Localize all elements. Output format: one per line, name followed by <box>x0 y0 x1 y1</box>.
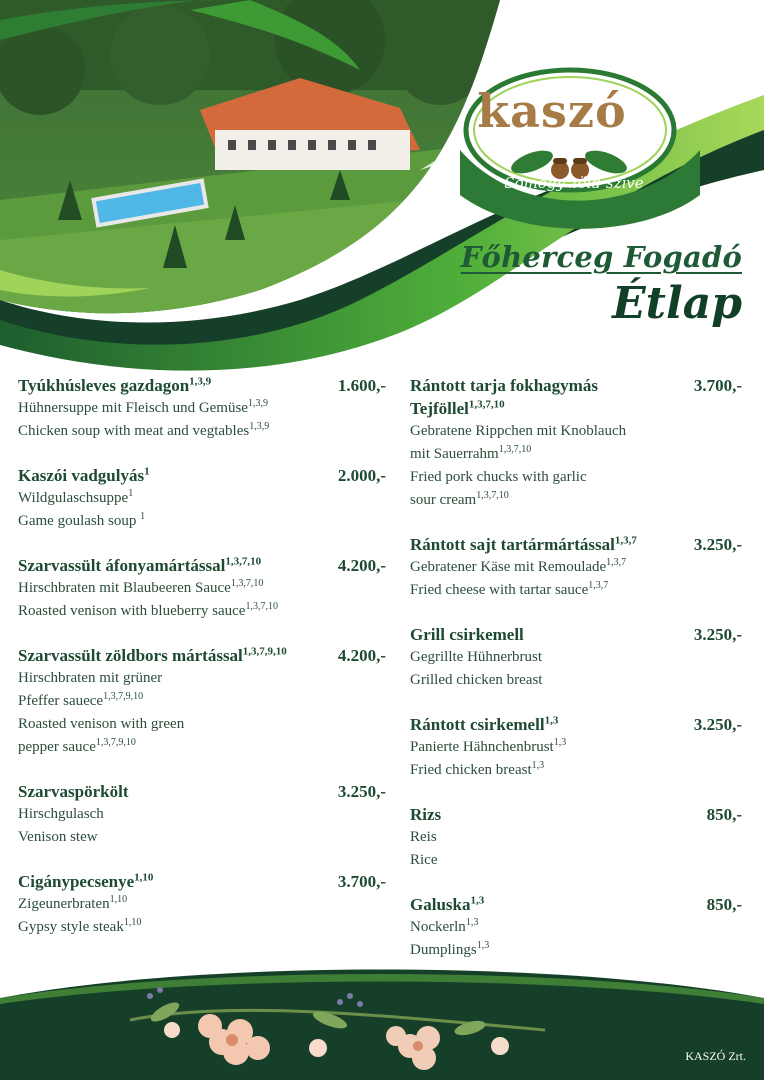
menu-item-name-text: Rizs <box>410 805 442 824</box>
menu-item-price: 3.250,- <box>337 782 386 801</box>
allergen-codes: 1,10 <box>134 871 154 884</box>
menu-item-name-text: Szarvassült áfonyamártással <box>18 556 226 575</box>
translation-text: Chicken soup with meat and vegtables <box>18 423 250 439</box>
logo-tagline: Somogy zöld szíve <box>504 174 644 192</box>
menu-item-name-text: Rántott csirkemell <box>410 715 545 734</box>
translation-text: Fried pork chucks with garlic <box>410 469 587 485</box>
allergen-codes: 1,3,7,9,10 <box>95 737 136 748</box>
allergen-codes: 1,3 <box>476 940 490 951</box>
translation-text: Gypsy style steak <box>18 919 124 935</box>
menu-item-name <box>410 623 532 646</box>
allergen-codes: 1,3,7,10 <box>498 444 532 455</box>
menu-item <box>410 623 742 692</box>
translation-text: Rice <box>410 852 438 868</box>
menu-item-translation <box>18 577 386 600</box>
menu-item <box>410 893 742 962</box>
menu-item-translation <box>410 736 742 759</box>
menu-item-name-text: Tyúkhúsleves gazdagon <box>18 376 190 395</box>
menu-column-left <box>18 374 386 960</box>
menu-item <box>410 374 742 512</box>
menu-item-header <box>18 644 386 667</box>
allergen-codes: 1 <box>144 465 150 478</box>
menu-item-price: 850,- <box>706 895 742 914</box>
menu-item-translation <box>410 420 742 443</box>
allergen-codes: 1,10 <box>109 894 128 905</box>
allergen-codes: 1,3,7,10 <box>225 555 262 568</box>
menu-item-name <box>410 533 645 556</box>
menu-item-name <box>18 374 219 397</box>
menu-item-translation <box>18 916 386 939</box>
menu-item-translation <box>18 667 386 690</box>
allergen-codes: 1,3,7 <box>614 534 637 547</box>
menu-item-translation <box>18 420 386 443</box>
company-name: KASZÓ Zrt. <box>685 1049 746 1063</box>
translation-text: Game goulash soup <box>18 513 141 529</box>
menu-item <box>410 533 742 602</box>
allergen-codes: 1,3 <box>465 917 479 928</box>
allergen-codes: 1,3,7,9,10 <box>103 691 144 702</box>
menu-item-translation <box>410 489 742 512</box>
translation-text: Zigeunerbraten <box>18 896 110 912</box>
menu-item-name-text: Grill csirkemell <box>410 625 524 644</box>
translation-text: Gegrillte Hühnerbrust <box>410 649 543 665</box>
menu-item-header <box>18 464 386 487</box>
menu-item <box>18 464 386 533</box>
menu-item-translation <box>18 690 386 713</box>
translation-text: Fried chicken breast <box>410 762 532 778</box>
menu-item-price: 3.250,- <box>693 625 742 644</box>
logo-wordmark: kaszó <box>477 84 627 138</box>
allergen-codes: 1,3 <box>470 894 485 907</box>
translation-text: mit Sauerrahm <box>410 446 499 462</box>
menu-item-price: 3.250,- <box>693 715 742 734</box>
menu-item-price: 1.600,- <box>337 376 386 395</box>
menu-item-name <box>18 870 161 893</box>
menu-item-translation <box>410 466 742 489</box>
translation-text: Hirschbraten mit grüner <box>18 670 163 686</box>
translation-text: Grilled chicken breast <box>410 672 543 688</box>
footer-artwork <box>0 960 764 1080</box>
translation-text: Panierte Hähnchenbrust <box>410 739 554 755</box>
translation-text: Pfeffer sauece <box>18 693 104 709</box>
menu-item-header <box>18 780 386 803</box>
menu-item-price: 3.700,- <box>693 376 742 395</box>
translation-text: Hirschbraten mit Blaubeeren Sauce <box>18 580 231 596</box>
menu-item-name <box>410 893 492 916</box>
translation-text: pepper sauce <box>18 739 96 755</box>
translation-text: sour cream <box>410 492 477 508</box>
menu-item-translation <box>410 759 742 782</box>
menu-column-right <box>410 374 742 983</box>
menu-item-translation <box>18 600 386 623</box>
allergen-codes: 1,3,9 <box>247 398 268 409</box>
menu-item-translation <box>410 646 742 669</box>
menu-item <box>18 644 386 759</box>
translation-text: Gebratene Rippchen mit Knoblauch <box>410 423 627 439</box>
menu-item-translation <box>18 713 386 736</box>
menu-item-name-text: Rántott tarja fokhagymás Tejföllel <box>410 376 598 418</box>
menu-item-translation <box>410 443 742 466</box>
menu-item-price: 3.250,- <box>693 535 742 554</box>
menu-item-header <box>410 713 742 736</box>
allergen-codes: 1,3,7,10 <box>230 578 264 589</box>
menu-item-header <box>18 554 386 577</box>
menu-item-translation <box>18 826 386 849</box>
menu-item <box>18 374 386 443</box>
allergen-codes: 1,3,9 <box>189 375 212 388</box>
translation-text: Wildgulaschsuppe <box>18 490 129 506</box>
menu-item-price: 850,- <box>706 805 742 824</box>
translation-text: Reis <box>410 829 437 845</box>
menu-item-name <box>18 780 137 803</box>
menu-item-header <box>410 623 742 646</box>
allergen-codes: 1,3 <box>553 737 567 748</box>
allergen-codes: 1,3,7,9,10 <box>242 645 287 658</box>
menu-title: Étlap <box>612 278 742 329</box>
menu-item-name-text: Szarvaspörkölt <box>18 782 129 801</box>
menu-item <box>410 713 742 782</box>
menu-item-translation <box>18 803 386 826</box>
translation-text: Venison stew <box>18 829 98 845</box>
menu-item-header <box>18 374 386 397</box>
menu-item-translation <box>410 556 742 579</box>
menu-item-name <box>410 713 566 736</box>
allergen-codes: 1,10 <box>123 917 142 928</box>
menu-item-translation <box>410 849 742 872</box>
menu-item <box>18 870 386 939</box>
menu-item-translation <box>410 579 742 602</box>
menu-item-name-text: Rántott sajt tartármártással <box>410 535 615 554</box>
menu-item-name <box>410 374 694 420</box>
menu-item-header <box>410 803 742 826</box>
allergen-codes: 1,3,7,10 <box>468 398 505 411</box>
menu-item-translation <box>18 487 386 510</box>
menu-item-price: 2.000,- <box>337 466 386 485</box>
translation-text: Gebratener Käse mit Remoulade <box>410 559 607 575</box>
allergen-codes: 1,3,7,10 <box>245 601 278 612</box>
menu-item-name-text: Szarvassült zöldbors mártással <box>18 646 243 665</box>
menu-item-translation <box>410 826 742 849</box>
translation-text: Roasted venison with blueberry sauce <box>18 603 246 619</box>
menu-item-translation <box>18 736 386 759</box>
menu-item-header <box>18 870 386 893</box>
allergen-codes: 1,3 <box>544 714 559 727</box>
menu-item-price: 4.200,- <box>337 646 386 665</box>
menu-item <box>18 554 386 623</box>
translation-text: Nockerln <box>410 919 466 935</box>
translation-text: Hühnersuppe mit Fleisch und Gemüse <box>18 400 248 416</box>
translation-text: Roasted venison with green <box>18 716 185 732</box>
allergen-codes: 1,3,7 <box>588 580 609 591</box>
menu-item-price: 4.200,- <box>337 556 386 575</box>
menu-item-name-text: Cigánypecsenye <box>18 872 135 891</box>
menu-item <box>18 780 386 849</box>
menu-item-translation <box>18 510 386 533</box>
logo <box>468 68 672 218</box>
menu-item-translation <box>18 397 386 420</box>
menu-item-name-text: Kaszói vadgulyás <box>18 466 145 485</box>
title-block <box>461 240 742 329</box>
menu-item-name <box>18 644 295 667</box>
menu-item-translation <box>410 669 742 692</box>
menu-item-name <box>18 464 158 487</box>
translation-text: Dumplings <box>410 942 477 958</box>
menu-item-header <box>410 893 742 916</box>
menu-item <box>410 803 742 872</box>
allergen-codes: 1,3,9 <box>249 421 270 432</box>
menu-item-name-text: Galuska <box>410 895 471 914</box>
menu-item-translation <box>410 939 742 962</box>
allergen-codes: 1 <box>140 511 146 522</box>
menu-item-header <box>410 374 742 420</box>
allergen-codes: 1,3,7,10 <box>476 490 509 501</box>
menu-item-name <box>410 803 449 826</box>
menu-item-translation <box>18 893 386 916</box>
menu-item-price: 3.700,- <box>337 872 386 891</box>
menu-item-translation <box>410 916 742 939</box>
venue-name: Főherceg Fogadó <box>460 240 742 274</box>
allergen-codes: 1,3,7 <box>606 557 627 568</box>
allergen-codes: 1 <box>128 488 134 499</box>
translation-text: Hirschgulasch <box>18 806 104 822</box>
menu-item-name <box>18 554 269 577</box>
allergen-codes: 1,3 <box>531 760 545 771</box>
menu-item-header <box>410 533 742 556</box>
translation-text: Fried cheese with tartar sauce <box>410 582 589 598</box>
